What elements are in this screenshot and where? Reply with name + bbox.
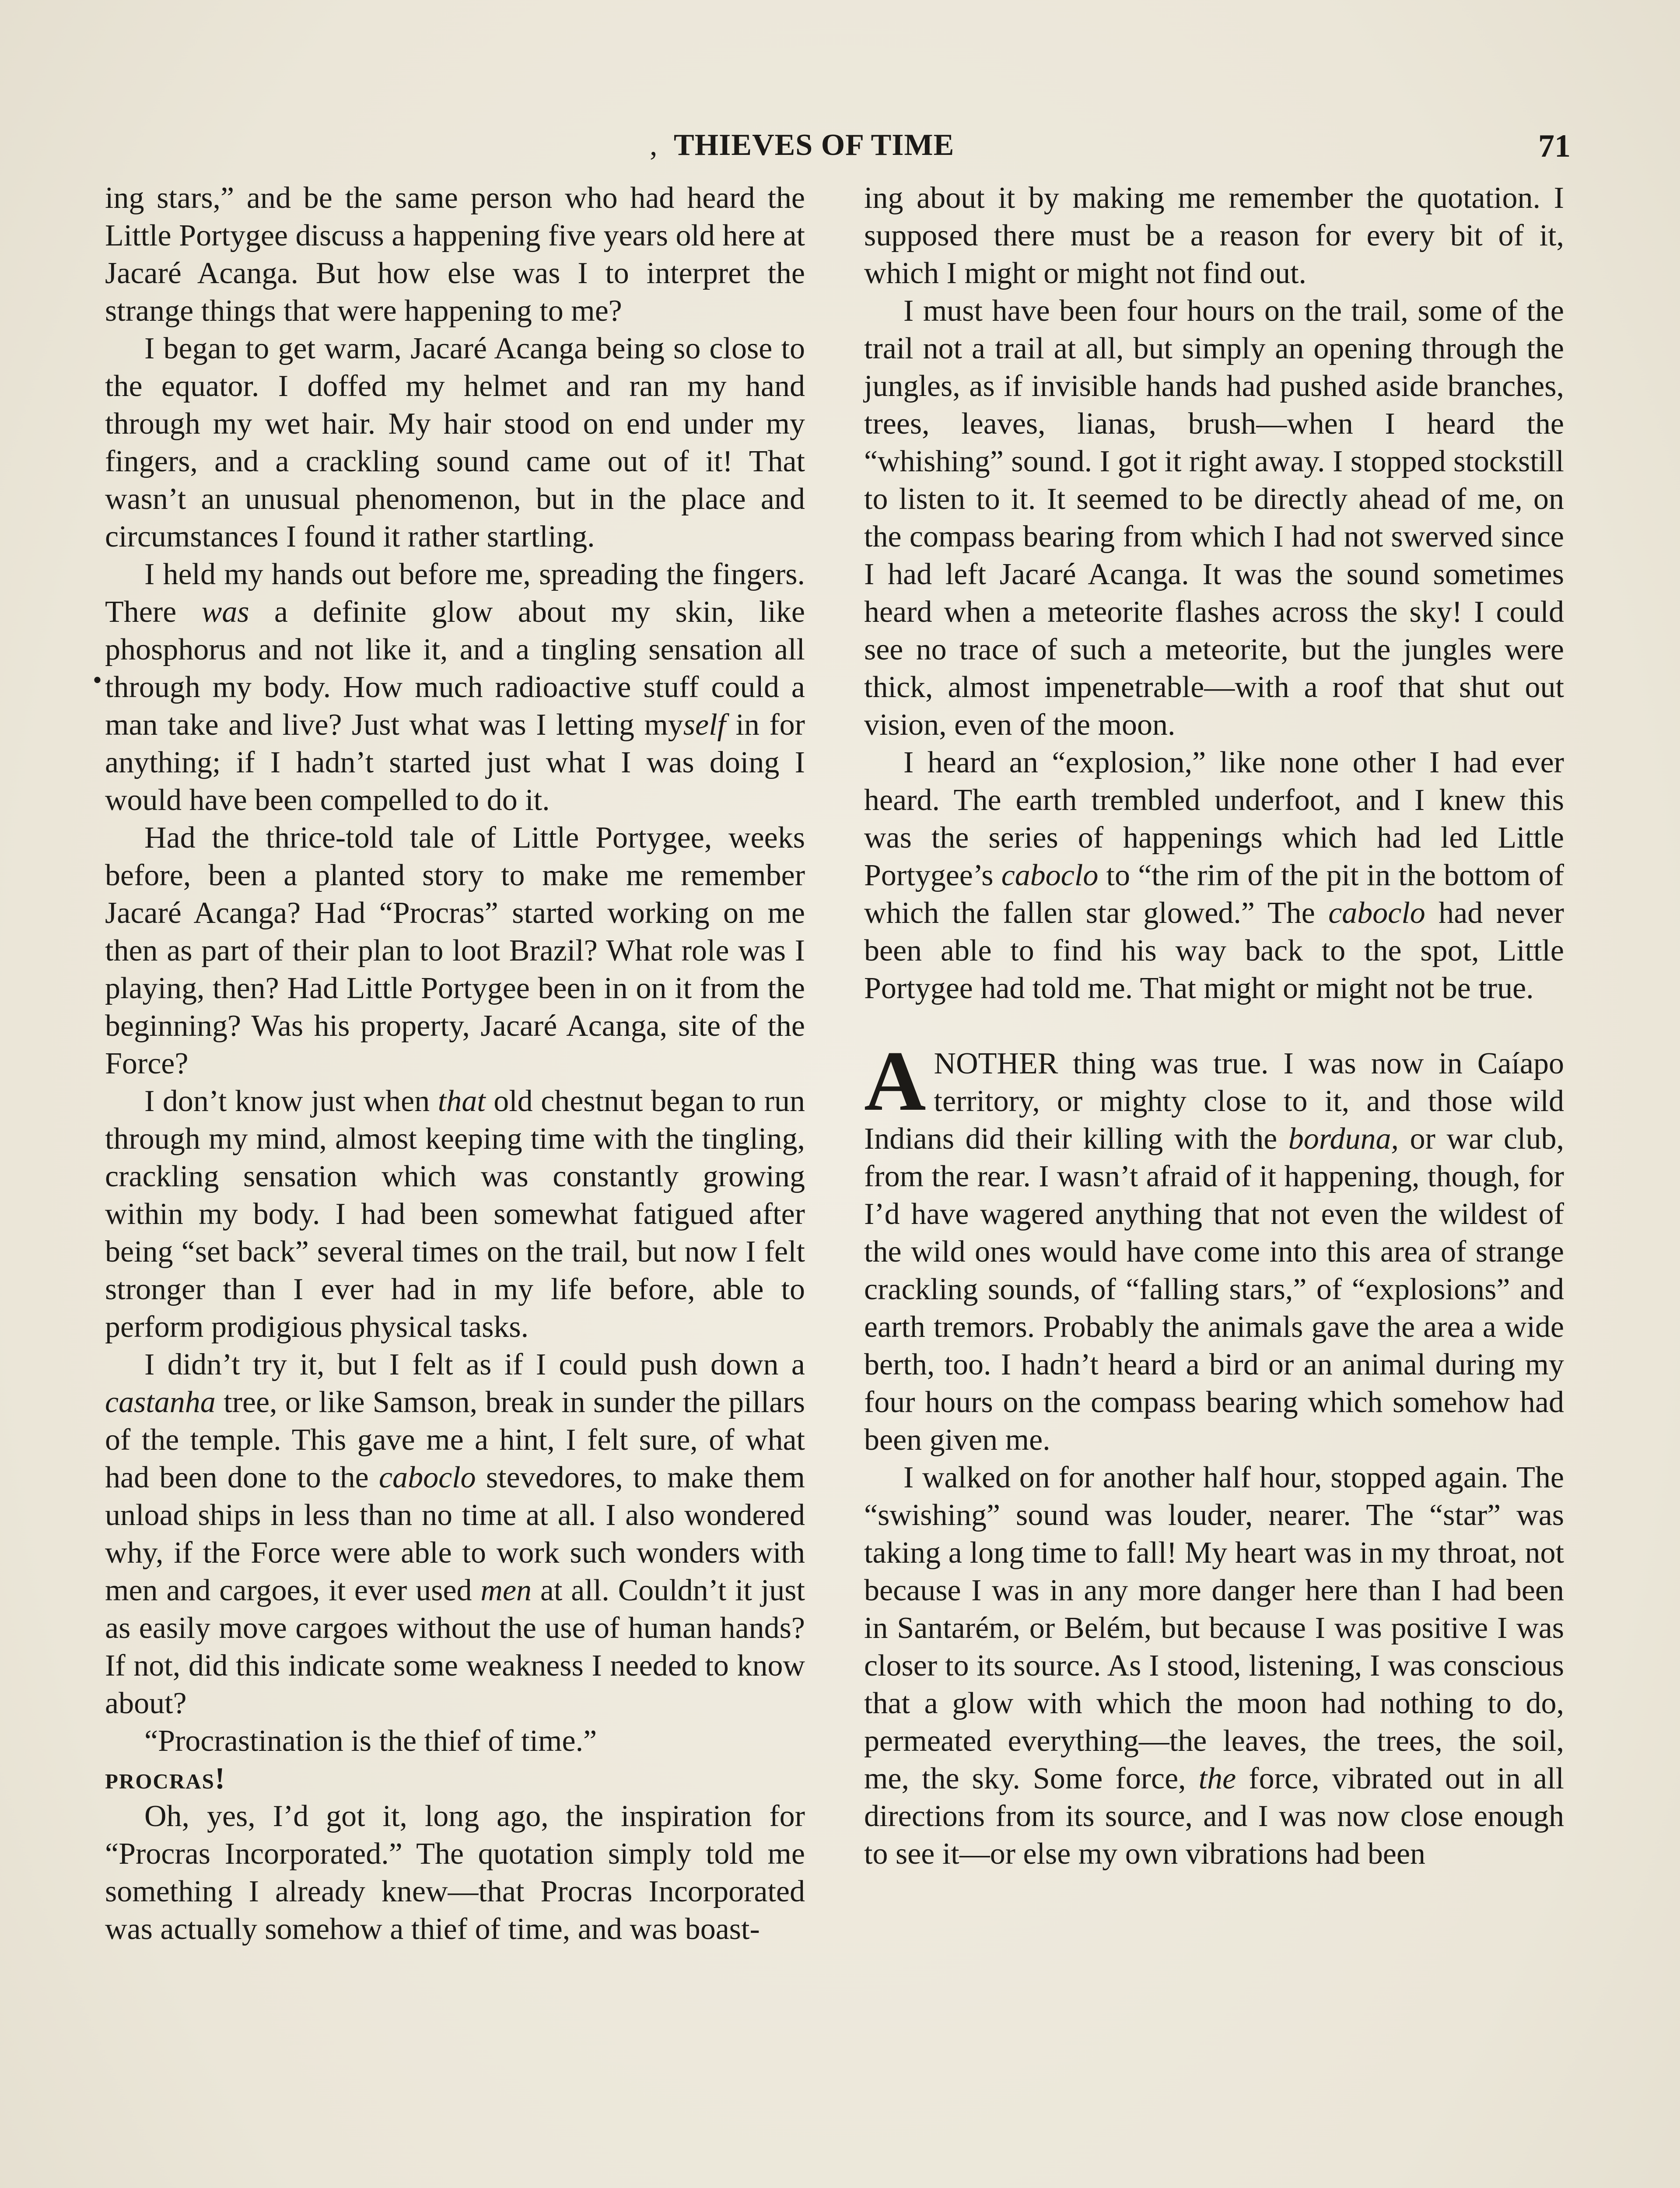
left-column bbox=[105, 179, 805, 1948]
paragraph: I began to get warm, Jacaré Acanga being so close to the equator. I doffed my helmet and ran my hand through my wet hair. My hair stood on end under my fingers, and a crackling sound came out of it! That wasn’t an unusual phenomenon, but in the place and circumstances I found it rather startling. bbox=[105, 332, 805, 554]
paragraph: I heard an “explosion,” like none other I had ever heard. The earth trembled underfoot, and I knew this was the series of happenings which had led Little Portygee’s caboclo to “the rim of the pit in the bottom of which the fallen star glowed.” The caboclo had never been able to find his way back to the spot, Little Portygee had told me. That might or might not be true. bbox=[864, 746, 1564, 1005]
paragraph: Oh, yes, I’d got it, long ago, the inspiration for “Procras Incorporated.” The quotation simply told me something I already knew—that Procras Incorporated was actually somehow a thief of time, and was boast- bbox=[105, 1799, 805, 1946]
section-break bbox=[864, 1007, 1564, 1045]
drop-cap: A bbox=[864, 1034, 926, 1129]
paragraph: I must have been four hours on the trail, some of the trail not a trail at all, but simply an opening through the jungles, as if invisible hands had pushed aside branches, trees, leaves, lianas, brush—when I heard the “whishing” sound. I got it right away. I stopped stockstill to listen to it. It seemed to be directly ahead of me, on the compass bearing from which I had not swerved since I had left Jacaré Acanga. It was the sound sometimes heard when a meteorite flashes across the sky! I could see no trace of such a meteorite, but the jungles were thick, almost impenetrable—with a roof that shut out vision, even of the moon. bbox=[864, 294, 1564, 742]
margin-mark: • bbox=[93, 666, 102, 694]
paragraph: I didn’t try it, but I felt as if I could push down a castanha tree, or like Samson, break in sunder the pillars of the temple. This gave me a hint, I felt sure, of what had been done to the caboclo stevedores, to make them unload ships in less than no time at all. I also wondered why, if the Force were able to work such wonders with men and cargoes, it ever used men at all. Couldn’t it just as easily move cargoes without the use of human hands? If not, did this indicate some weakness I needed to know about? bbox=[105, 1348, 805, 1720]
page-number: 71 bbox=[1538, 128, 1571, 164]
paragraph: ing about it by making me remember the quotation. I supposed there must be a reason for every bit of it, which I might or might not find out. bbox=[864, 181, 1564, 290]
paragraph: ing stars,” and be the same person who had heard the Little Portygee discuss a happening five years old here at Jacaré Acanga. But how else was I to interpret the strange things that were happening to me? bbox=[105, 181, 805, 328]
running-title: , THIEVES OF TIME bbox=[674, 128, 954, 163]
paragraph: I walked on for another half hour, stopped again. The “swishing” sound was louder, nearer. The “star” was taking a long time to fall! My heart was in my throat, not because I was in any more danger here than I had been in Santarém, or Belém, but because I was positive I was closer to its source. As I stood, listening, I was conscious that a glow with which the moon had nothing to do, permeated everything—the leaves, the trees, the soil, me, the sky. Some force, the force, vibrated out in all directions from its source, and I was now close enough to see it—or else my own vibrations had been bbox=[864, 1461, 1564, 1871]
paragraph: Had the thrice-told tale of Little Portygee, weeks before, been a planted story to make me remember Jacaré Acanga? Had “Procras” started working on me then as part of their plan to loot Brazil? What role was I playing, then? Had Little Portygee been in on it from the beginning? Was his property, Jacaré Acanga, site of the Force? bbox=[105, 821, 805, 1080]
page-header bbox=[648, 128, 1571, 176]
right-column bbox=[864, 179, 1564, 1873]
quotation: “Procrastination is the thief of time.” bbox=[144, 1724, 597, 1758]
paragraph: I held my hands out before me, spreading the fingers. There was a definite glow about my skin, like phosphorus and not like it, and a tingling sensation all through my body. How much radioactive stuff could a man take and live? Just what was I letting myself in for anything; if I hadn’t started just what I was doing I would have been compelled to do it. bbox=[105, 558, 805, 817]
paragraph: I don’t know just when that old chestnut began to run through my mind, almost keeping time with the tingling, crackling sensation which was constantly growing within my body. I had been somewhat fatigued after being “set back” several times on the trail, but now I felt stronger than I ever had in my life before, able to perform prodigious physical tasks. bbox=[105, 1084, 805, 1344]
paragraph-with-drop-cap: ANOTHER thing was true. I was now in Caíapo territory, or mighty close to it, and those wild Indians did their killing with the borduna, or war club, from the rear. I wasn’t afraid of it happening, though, for I’d have wagered anything that not even the wildest of the wild ones would have come into this area of strange crackling sounds, of “falling stars,” of “explosions” and earth tremors. Probably the animals gave the area a wide berth, too. I hadn’t heard a bird or an animal during my four hours on the compass bearing which somehow had been given me. bbox=[864, 1034, 1564, 1457]
procras-exclamation: procras! bbox=[105, 1762, 226, 1795]
